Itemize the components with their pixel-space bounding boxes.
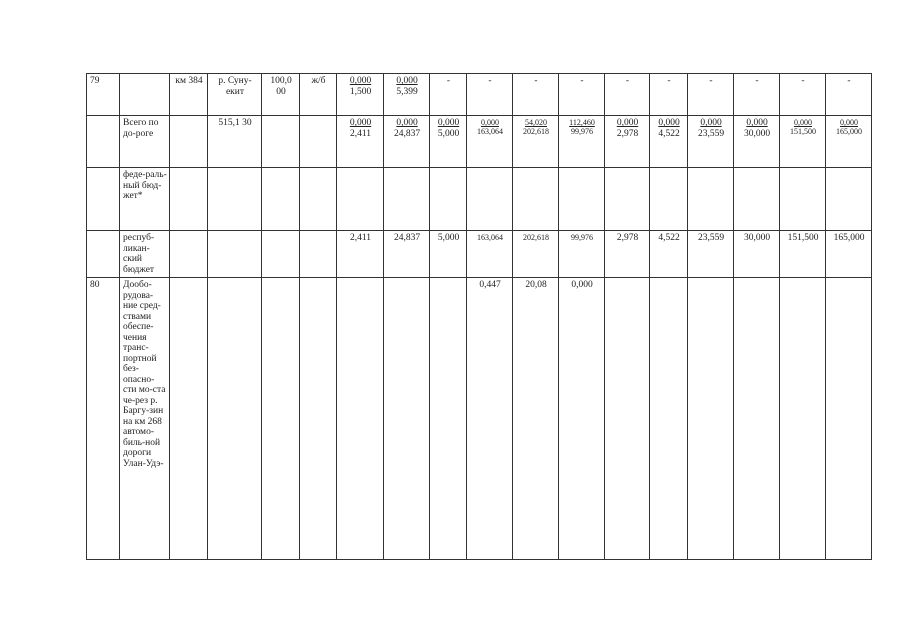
dash-cell: -	[780, 74, 826, 116]
value-cell: 0,000 5,399	[384, 74, 430, 116]
dash-cell: -	[559, 74, 605, 116]
value-cell: 0,000 1,500	[337, 74, 384, 116]
river-cell: р. Суну-екит	[208, 74, 262, 116]
value-cell: 4,522	[650, 231, 688, 278]
dash-cell: -	[688, 74, 734, 116]
row-label: респуб-ликан-ский бюджет	[120, 231, 170, 278]
value-cell: 0,000 24,837	[384, 116, 430, 168]
type-cell: ж/б	[300, 74, 337, 116]
km-cell: км 384	[170, 74, 208, 116]
dash-cell: -	[826, 74, 872, 116]
row-label: Всего по до-роге	[120, 116, 170, 168]
dash-cell: -	[734, 74, 780, 116]
value-cell: 0,000 151,500	[780, 116, 826, 168]
value-cell: 112,460 99,976	[559, 116, 605, 168]
table-row	[87, 74, 872, 116]
value-cell: 30,000	[734, 231, 780, 278]
value-cell: 0,000 165,000	[826, 116, 872, 168]
value-cell: 163,064	[467, 231, 513, 278]
road-objects-table	[86, 73, 872, 560]
value-cell: 0,000 163,064	[467, 116, 513, 168]
value-cell: 23,559	[688, 231, 734, 278]
length-cell: 515,1 30	[208, 116, 262, 168]
value-cell: 0,000 30,000	[734, 116, 780, 168]
value-cell: 202,618	[513, 231, 559, 278]
table-row	[87, 168, 872, 231]
value-cell: 54,020 202,618	[513, 116, 559, 168]
row-label: феде-раль-ный бюд-жет*	[120, 168, 170, 231]
value-cell: 24,837	[384, 231, 430, 278]
value-cell: 20,08	[513, 278, 559, 560]
value-cell: 0,447	[467, 278, 513, 560]
value-cell: 99,976	[559, 231, 605, 278]
table-row	[87, 278, 872, 560]
value-cell: 2,411	[337, 231, 384, 278]
dash-cell: -	[513, 74, 559, 116]
dash-cell: -	[430, 74, 467, 116]
value-cell: 5,000	[430, 231, 467, 278]
row-number: 80	[87, 278, 120, 560]
value-cell: 0,000 23,559	[688, 116, 734, 168]
row-number: 79	[87, 74, 120, 116]
dash-cell: -	[605, 74, 650, 116]
dash-cell: -	[650, 74, 688, 116]
value-cell: 0,000 2,978	[605, 116, 650, 168]
dash-cell: -	[467, 74, 513, 116]
value-cell: 2,978	[605, 231, 650, 278]
value-cell: 0,000 2,411	[337, 116, 384, 168]
length-cell: 100,0 00	[262, 74, 300, 116]
value-cell: 0,000	[559, 278, 605, 560]
value-cell: 151,500	[780, 231, 826, 278]
table-row	[87, 231, 872, 278]
value-cell: 0,000 5,000	[430, 116, 467, 168]
table-row	[87, 116, 872, 168]
value-cell: 165,000	[826, 231, 872, 278]
row-label: Дообо-рудова-ние сред-ствами обеспе-чения транс-портной без-опасно-сти мо-ста че-рез р. Баргу-зин на км 268 автомо-биль-ной дороги Улан-Удэ-	[120, 278, 170, 560]
value-cell: 0,000 4,522	[650, 116, 688, 168]
